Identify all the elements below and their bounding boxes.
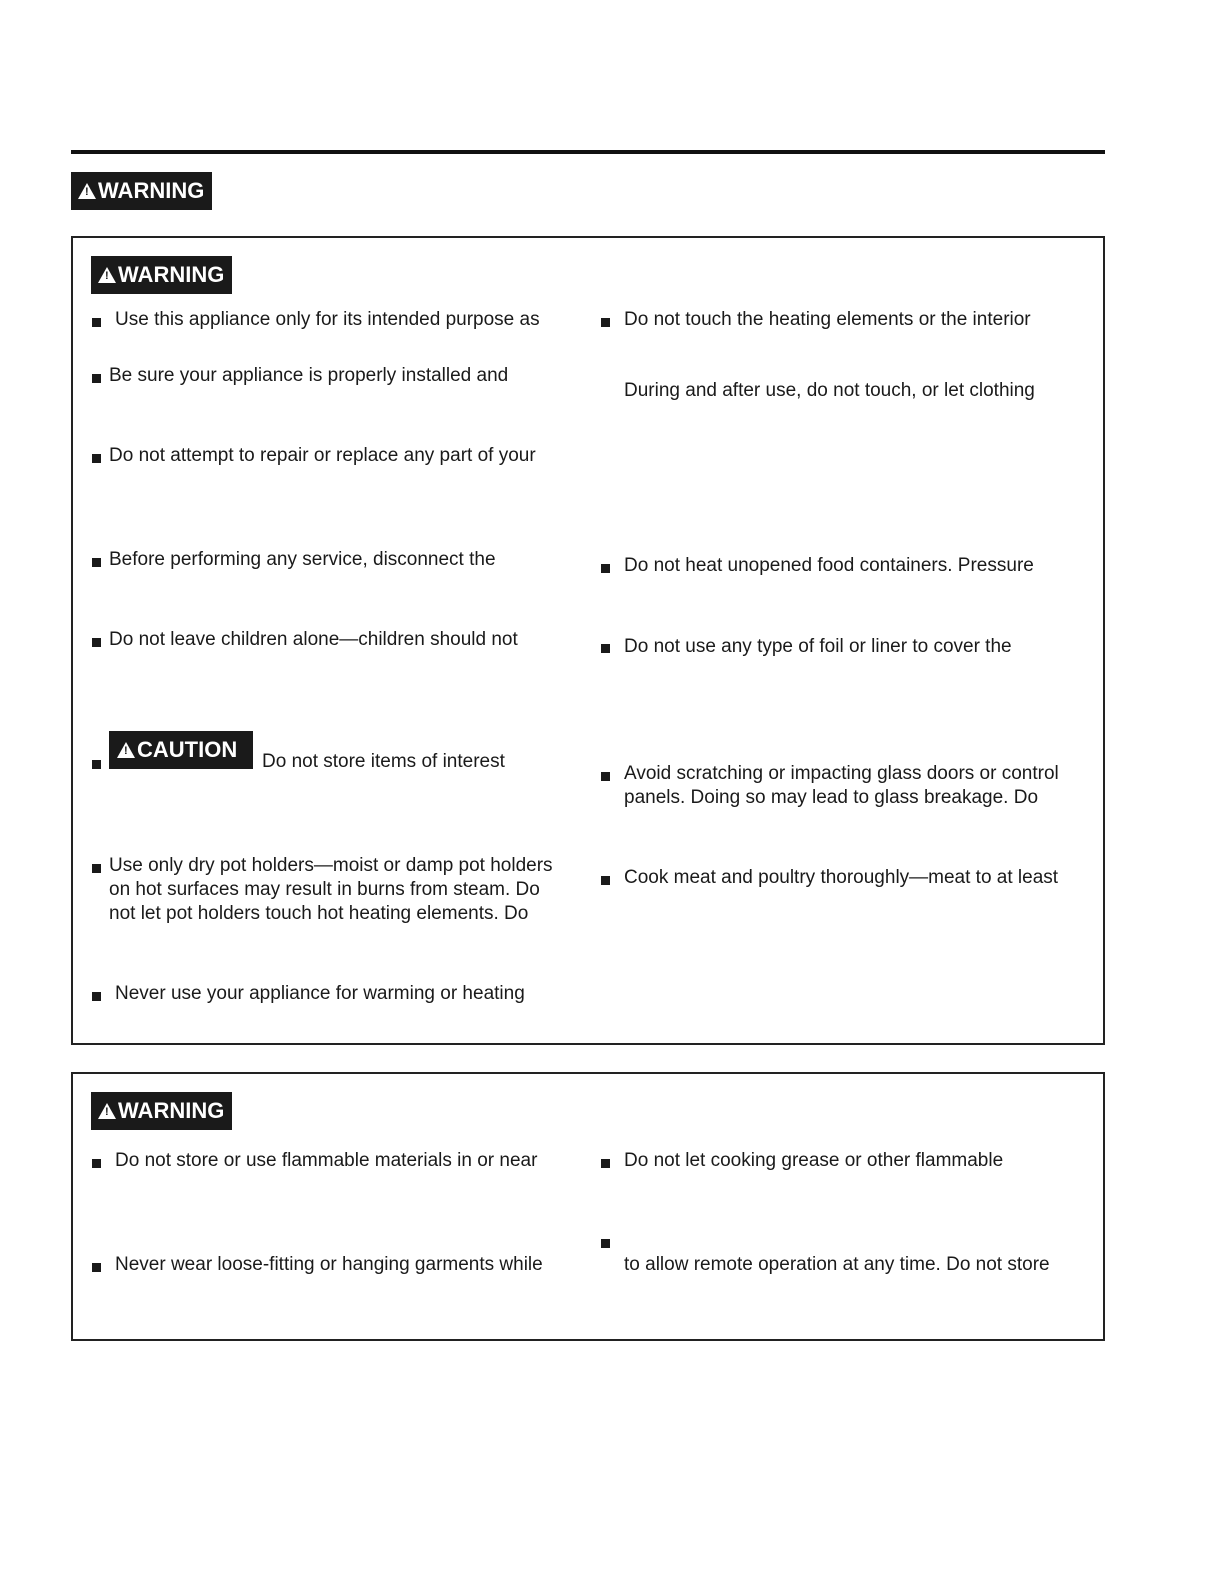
bullet-icon <box>601 318 610 327</box>
item-loose-garments: Never wear loose-fitting or hanging garments while <box>115 1254 543 1275</box>
item-foil: Do not use any type of foil or liner to cover the <box>624 636 1012 657</box>
item-pot-holders-2: on hot surfaces may result in burns from steam. Do <box>109 879 540 900</box>
warning-triangle-icon <box>98 267 116 283</box>
bullet-icon <box>92 1263 101 1272</box>
bullet-icon <box>601 1159 610 1168</box>
bullet-icon <box>92 992 101 1001</box>
box1-warning-badge: !WARNING <box>91 256 232 294</box>
item-grease: Do not let cooking grease or other flammable <box>624 1150 1004 1171</box>
item-meat: Cook meat and poultry thoroughly—meat to at least <box>624 867 1059 888</box>
item-unopened: Do not heat unopened food containers. Pressure <box>624 555 1034 576</box>
bullet-icon <box>92 558 101 567</box>
item-glass-1: Avoid scratching or impacting glass doors or control <box>624 763 1059 784</box>
bullet-icon <box>92 864 101 873</box>
item-heating-elements: Do not touch the heating elements or the interior <box>624 309 1031 330</box>
bullet-icon <box>92 374 101 383</box>
item-pot-holders-3: not let pot holders touch hot heating elements. Do <box>109 903 529 924</box>
top-rule <box>71 150 1105 154</box>
bullet-icon <box>92 318 101 327</box>
bullet-icon <box>92 454 101 463</box>
item-pot-holders-1: Use only dry pot holders—moist or damp pot holders <box>109 855 553 876</box>
bullet-icon <box>601 564 610 573</box>
item-glass-2: panels. Doing so may lead to glass breakage. Do <box>624 787 1039 808</box>
item-repair-replace: Do not attempt to repair or replace any part of your <box>109 445 536 466</box>
bullet-icon <box>601 644 610 653</box>
bullet-icon <box>601 1239 610 1248</box>
caution-badge: !CAUTION <box>109 731 253 769</box>
item-intended-purpose: Use this appliance only for its intended purpose as <box>115 309 540 330</box>
item-disconnect: Before performing any service, disconnect the <box>109 549 496 570</box>
item-flammable-materials: Do not store or use flammable materials in or near <box>115 1150 538 1171</box>
bullet-icon <box>92 1159 101 1168</box>
bullet-icon <box>92 760 101 769</box>
item-properly-installed: Be sure your appliance is properly installed and <box>109 365 509 386</box>
caution-triangle-icon <box>117 742 135 758</box>
bullet-icon <box>92 638 101 647</box>
bullet-icon <box>601 772 610 781</box>
warning-triangle-icon <box>98 1103 116 1119</box>
bullet-icon <box>601 876 610 885</box>
box2-warning-badge: !WARNING <box>91 1092 232 1130</box>
item-never-warming: Never use your appliance for warming or heating <box>115 983 525 1004</box>
header-warning-badge: !WARNING <box>71 172 212 210</box>
item-caution-store: Do not store items of interest <box>262 751 505 772</box>
item-children: Do not leave children alone—children should not <box>109 629 518 650</box>
warning-triangle-icon <box>78 183 96 199</box>
item-remote-operation: to allow remote operation at any time. Do not store <box>624 1254 1050 1275</box>
item-during-after: During and after use, do not touch, or let clothing <box>624 380 1035 401</box>
